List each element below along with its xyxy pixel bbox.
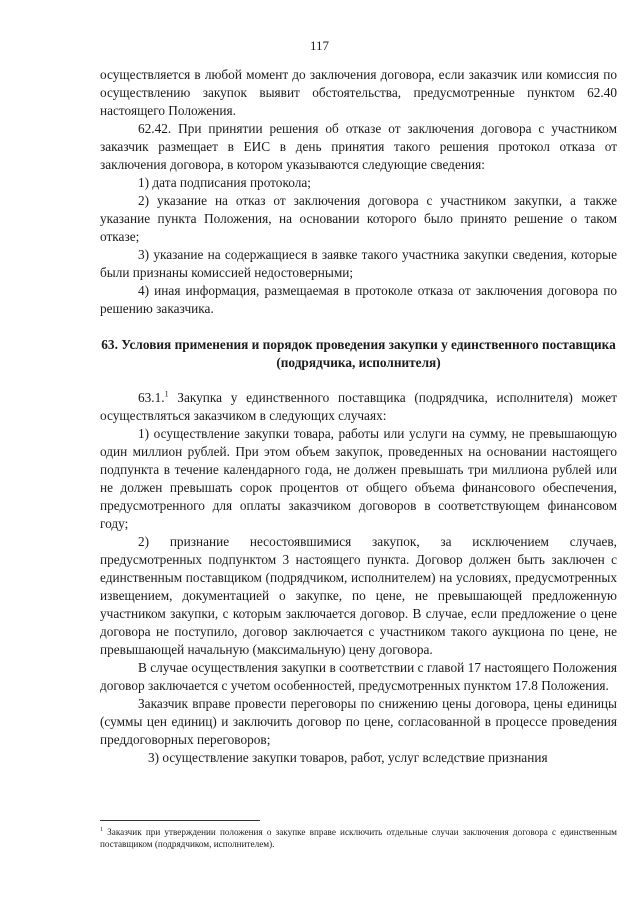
list-item: 1) дата подписания протокола; xyxy=(138,175,311,190)
paragraph: 62.42. При принятии решения об отказе от заключения договора с участником заказчик размещает в ЕИС в день принятия такого решения протокол отказа от заключения договора, в котором указываются следующие сведения: xyxy=(100,121,617,172)
list-item: 3) указание на содержащиеся в заявке такого участника закупки сведения, которые были признаны комиссией недостоверными; xyxy=(100,247,617,280)
page-content xyxy=(100,66,617,767)
footnote-mark: 1 xyxy=(100,826,103,833)
page-number: 117 xyxy=(309,38,330,53)
footnote-reference[interactable]: 1 xyxy=(164,389,169,399)
footnote-divider xyxy=(100,820,260,821)
list-item: 2) признание несостоявшимися закупок, за исключением случаев, предусмотренных подпунктом 3 настоящего пункта. Договор должен быть заключен с единственным поставщиком (подрядчиком, исполнителем) на условиях, предусмотренных извещением, документацией о закупке, по цене, не превышающей предложенную участником закупки, с которым заключается договор. В случае, если предложение о цене договора не поступило, договор заключается с участником такого аукциона по цене, не превышающей начальную (максимальную) цену договора. xyxy=(100,534,617,657)
paragraph: В случае осуществления закупки в соответствии с главой 17 настоящего Положения договор заключается с учетом особенностей, предусмотренных пунктом 17.8 Положения. xyxy=(100,660,617,693)
paragraph: осуществляется в любой момент до заключения договора, если заказчик или комиссия по осуществлению закупок выявит обстоятельства, предусмотренные пунктом 62.40 настоящего Положения. xyxy=(100,67,617,118)
list-item: 4) иная информация, размещаемая в протоколе отказа от заключения договора по решению заказчика. xyxy=(100,283,617,316)
footnote xyxy=(100,826,617,850)
section-heading: 63. Условия применения и порядок проведения закупки у единственного поставщика (подрядчика, исполнителя) xyxy=(101,337,616,370)
list-item: 3) осуществление закупки товаров, работ, услуг вследствие признания xyxy=(148,750,548,765)
paragraph: Заказчик вправе провести переговоры по снижению цены договора, цены единицы (суммы цен единиц) и заключить договор по цене, согласованной в процессе проведения преддоговорных переговоров; xyxy=(100,696,617,747)
clause-number: 63.1. xyxy=(138,390,165,405)
list-item: 2) указание на отказ от заключения договора с участником закупки, а также указание пункта Положения, на основании которого было принято решение о таком отказе; xyxy=(100,193,617,244)
paragraph-clause-63-1 xyxy=(100,389,617,425)
clause-text: Закупка у единственного поставщика (подрядчика, исполнителя) может осуществляться заказчиком в следующих случаях: xyxy=(100,390,617,423)
footnote-text: Заказчик при утверждении положения о закупке вправе исключить отдельные случаи заключения договора с единственным поставщиком (подрядчиком, исполнителем). xyxy=(100,827,617,849)
list-item: 1) осуществление закупки товара, работы или услуги на сумму, не превышающую один миллион рублей. При этом объем закупок, проведенных на основании настоящего подпункта в течение календарного года, не должен превышать три миллиона рублей или не должен превышать сорок процентов от общего объема финансового обеспечения, предусмотренного для оплаты заказчиком договоров в соответствующем финансовом году; xyxy=(100,426,617,531)
